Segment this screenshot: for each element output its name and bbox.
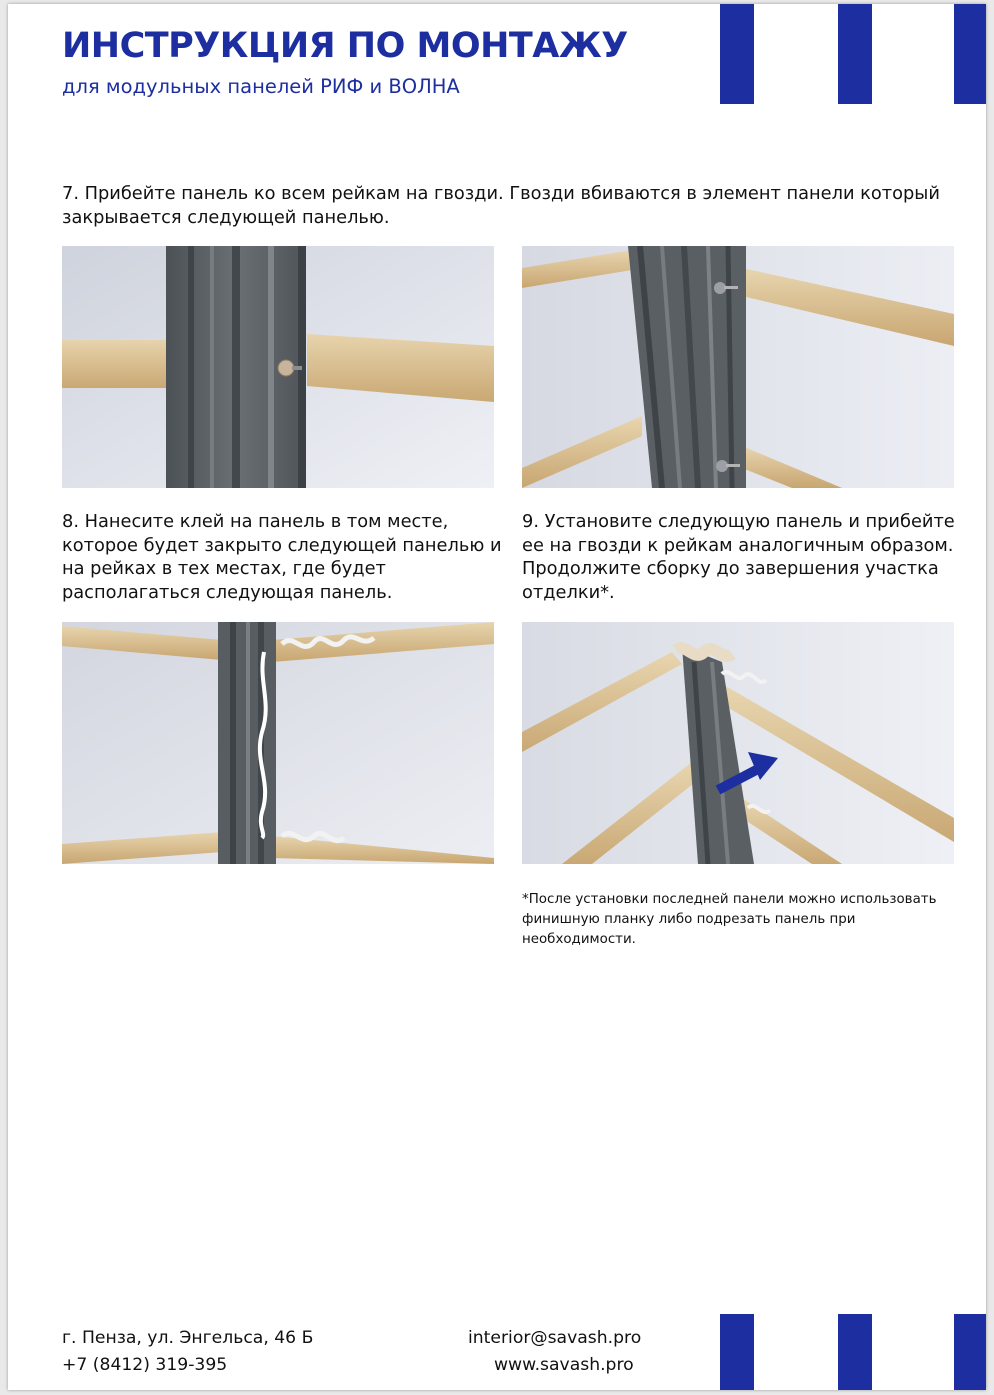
glue-application-illustration [62, 622, 494, 864]
next-panel-illustration [522, 622, 954, 864]
footer-email[interactable]: interior@savash.pro [468, 1328, 642, 1348]
instruction-page [8, 4, 986, 1390]
header-stripe-2 [838, 4, 872, 104]
step-7-text: 7. Прибейте панель ко всем рейкам на гвозди. Гвозди вбиваются в элемент панели который закрывается следующей панелью. [62, 183, 940, 228]
footer-address: г. Пенза, ул. Энгельса, 46 Б [62, 1328, 314, 1348]
step-8-text: 8. Нанесите клей на панель в том месте, которое будет закрыто следующей панелью и на рейках в тех местах, где будет располагаться следующая панель. [62, 511, 502, 603]
page-subtitle: для модульных панелей РИФ и ВОЛНА [62, 75, 460, 98]
footer-stripe-2 [838, 1314, 872, 1390]
step-9-photo-next-panel [522, 622, 954, 864]
footer-website[interactable]: www.savash.pro [494, 1355, 634, 1375]
nail-closeup-illustration [62, 246, 494, 488]
footer-stripe-1 [720, 1314, 754, 1390]
footer-stripe-3 [954, 1314, 986, 1390]
step-7-photo-nail-closeup [62, 246, 494, 488]
nails-overview-illustration [522, 246, 954, 488]
footer-phone: +7 (8412) 319-395 [62, 1355, 228, 1375]
footnote: *После установки последней панели можно использовать финишную планку либо подрезать панель при необходимости. [522, 892, 937, 947]
step-8-photo-glue [62, 622, 494, 864]
step-7-photo-nails-overview [522, 246, 954, 488]
header-stripe-3 [954, 4, 986, 104]
step-9-text: 9. Установите следующую панель и прибейте ее на гвозди к рейкам аналогичным образом. Продолжите сборку до завершения участка отделки*. [522, 511, 955, 603]
page-title: ИНСТРУКЦИЯ ПО МОНТАЖУ [62, 26, 628, 66]
header-stripe-1 [720, 4, 754, 104]
